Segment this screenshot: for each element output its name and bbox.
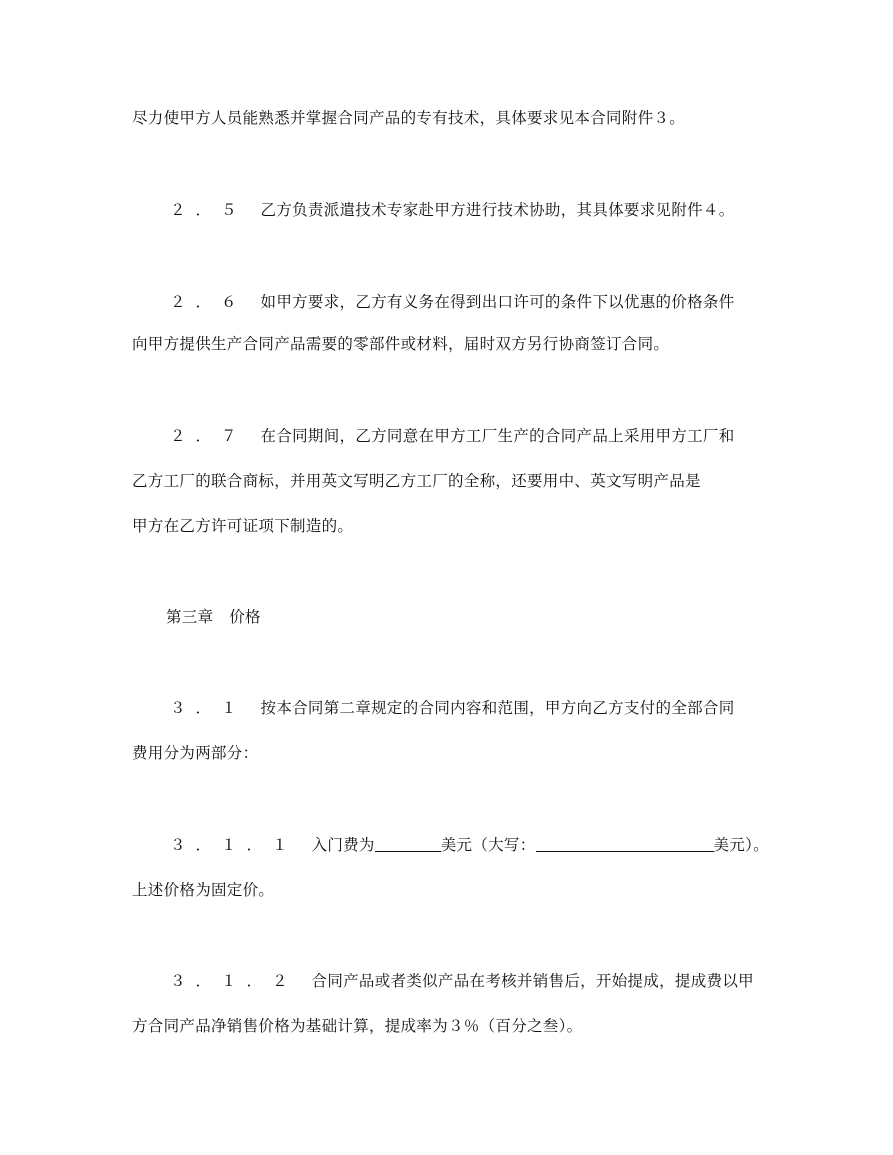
clause-number: ３．１．２ <box>170 972 298 990</box>
clause-3-1-1-line-2 <box>132 880 274 900</box>
clause-3-1-1 <box>170 835 769 855</box>
clause-text: 入门费为 <box>311 836 375 854</box>
clause-3-1-2-line-2 <box>132 1016 582 1036</box>
clause-3-1 <box>170 698 735 718</box>
paragraph-2-4-continuation <box>132 108 685 128</box>
clause-3-1-line-2 <box>132 743 258 763</box>
clause-text: 乙方负责派遣技术专家赴甲方进行技术协助，其具体要求见附件４。 <box>260 201 735 219</box>
text-line: 方合同产品净销售价格为基础计算，提成率为３％（百分之叁）。 <box>132 1017 583 1035</box>
clause-text: 美元）。 <box>713 836 769 854</box>
text-line: 向甲方提供生产合同产品需要的零部件或材料，届时双方另行协商签订合同。 <box>132 335 670 353</box>
clause-2-7-line-2 <box>132 471 701 491</box>
clause-number: ３．１．１ <box>170 836 298 854</box>
clause-number: ３．１ <box>170 699 247 717</box>
clause-number: ２．７ <box>170 427 247 445</box>
text-line: 尽力使甲方人员能熟悉并掌握合同产品的专有技术，具体要求见本合同附件３。 <box>132 109 686 127</box>
entry-fee-amount-blank[interactable] <box>375 835 441 852</box>
clause-text: 如甲方要求，乙方有义务在得到出口许可的条件下以优惠的价格条件 <box>260 293 735 311</box>
chapter-3-heading <box>166 607 261 627</box>
entry-fee-words-blank[interactable] <box>536 835 714 852</box>
clause-number: ２．５ <box>170 201 247 219</box>
clause-text: 合同产品或者类似产品在考核并销售后，开始提成，提成费以甲 <box>311 972 754 990</box>
clause-2-6-line-2 <box>132 334 669 354</box>
clause-2-7-line-3 <box>132 516 353 536</box>
chapter-title: 第三章 价格 <box>166 608 261 626</box>
text-line: 乙方工厂的联合商标，并用英文写明乙方工厂的全称，还要用中、英文写明产品是 <box>132 472 701 490</box>
clause-text: 美元（大写： <box>440 836 536 854</box>
clause-2-5 <box>170 200 735 220</box>
text-line: 上述价格为固定价。 <box>132 881 275 899</box>
clause-3-1-2 <box>170 971 754 991</box>
text-line: 费用分为两部分： <box>132 744 259 762</box>
clause-text: 在合同期间，乙方同意在甲方工厂生产的合同产品上采用甲方工厂和 <box>260 427 735 445</box>
clause-number: ２．６ <box>170 293 247 311</box>
text-line: 甲方在乙方许可证项下制造的。 <box>132 517 354 535</box>
clause-2-7 <box>170 426 735 446</box>
clause-2-6 <box>170 292 735 312</box>
clause-text: 按本合同第二章规定的合同内容和范围，甲方向乙方支付的全部合同 <box>260 699 735 717</box>
